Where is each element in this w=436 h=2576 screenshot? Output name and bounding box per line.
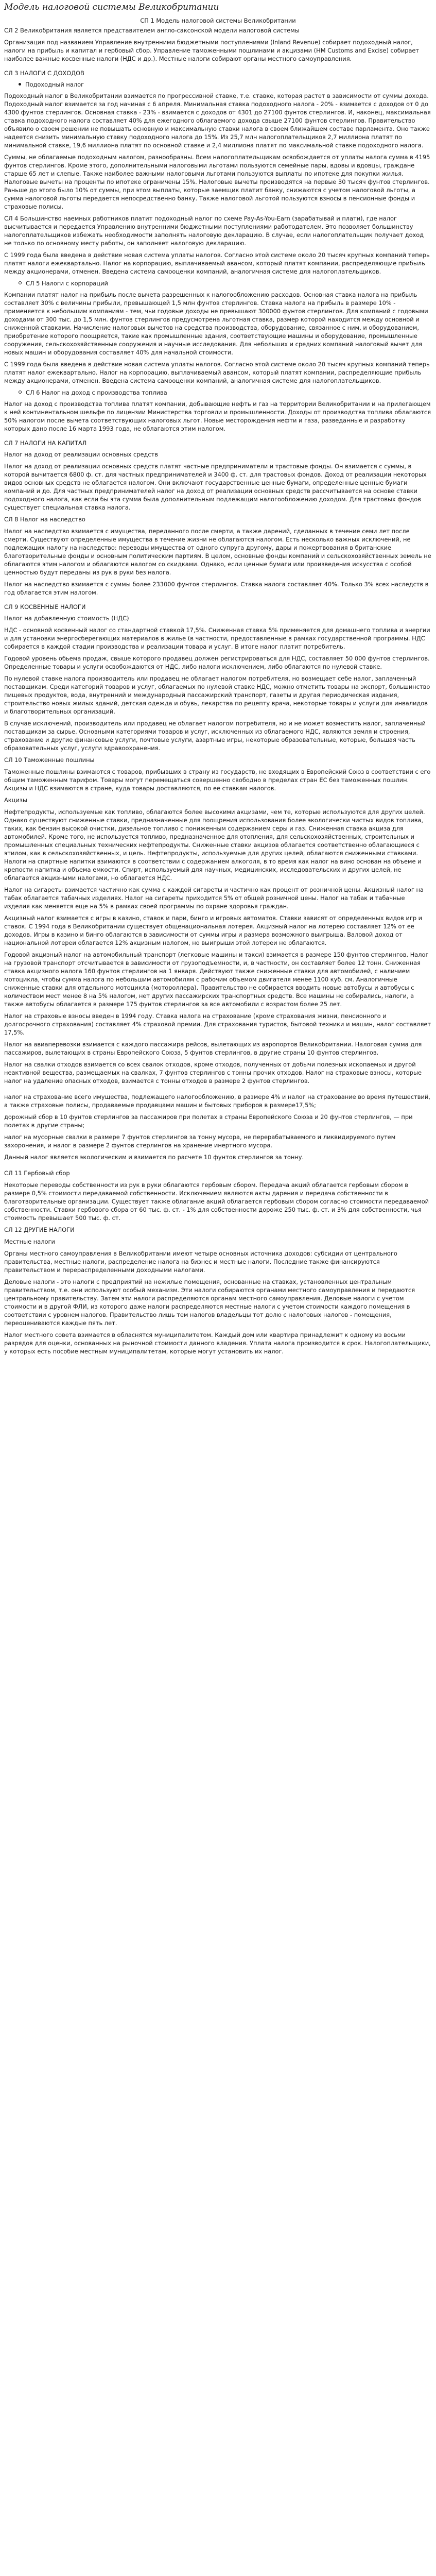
paragraph: С 1999 года была введена в действие новая система уплаты налогов. Согласно этой системе около 20 тысяч крупных компаний теперь платят налоги ежеквартально. Налог на корпорацию, выплачиваемый авансом, который платят компании, распределяющие прибыль между акционерами, отменен. Введена система самооценки компаний, аналогичная системе для налогоплательщиков. bbox=[4, 251, 430, 275]
section-spacer bbox=[4, 1089, 432, 1093]
paragraph: В случае исключений, производитель или продавец не облагает налогом потребителя, но и не может возместить налог, заплаченный поставщикам за сырье. Основными категориями товаров и услуг, исключенных из облагаемого НДС, являются земля и строения, страхование и другие финансовые услуги, почтовые услуги, азартные игры, некоторые образовательные, которые, большая часть образовательных услуг, услуги здравоохранения. bbox=[4, 720, 426, 752]
paragraph: Налог на доход от реализации основных средств платят частные предприниматели и трастовые фонды. Он взимается с суммы, в которой вычитается 6800 ф. ст. для частных предпринимателей и 3400 ф. ст. для трастовых фондов. Доход от реализации некоторых видов основных средств не облагается налогом. Они включают государственные ценные бумаги, определенные ценные бумаги компаний и до. Для частных предпринимателей налог на доход от реализации основных средств рассчитывается на основе ставки подоходного налога, как если бы эта сумма была дополнительным подлежащим налогообложению доходом. Для трастовых фондов существует специальная ставка налога. bbox=[4, 463, 427, 511]
slide-caption: СП 1 Модель налоговой системы Великобритании bbox=[140, 17, 296, 24]
paragraph: Годовой акцизный налог на автомобильный транспорт (легковые машины и такси) взимается в размере 150 фунтов стерлингов. Налог на грузовой транспорт отсчитывается в зависимости от грузоподъемности, и, в частности, он составляет более 12 тонн. Сниженная ставка акцизного налога 160 фунтов стерлингов на 1 января. Действуют также сниженные ставки для автомобилей, с наличием мотоцикла, чтобы сумма налога по небольшим автомобилям с рабочим объемом двигателя менее 1100 куб. см. Аналогичные сниженные ставки для отдельного мотоцикла (мотороллера). Правительство не собирается вводить новые автобусы и автобусы с количеством мест менее 8 на 5% налогом, нет других пассажирских транспортных средств. Все машины не собирались, налоги, а также автобусы облагается в размере 175 фунтов стерлингов за все автомобили с возрастом более 25 лет. bbox=[4, 951, 429, 1008]
paragraph: Органы местного самоуправления в Великобритании имеют четыре основных источника доходов: субсидии от центрального правительства, местные налоги, распределение налога на бизнес и местные налоги. Последние также финансируются правительством и перераспределенными доходными налогами. bbox=[4, 1250, 397, 1274]
paragraph: Таможенные пошлины взимаются с товаров, прибывших в страну из государств, не входящих в Европейский Союз в соответствии с его общим таможенным тарифом. Товары могут перемещаться совершенно свободно в пределах стран ЕС без таможенных пошлин. Акцизы и НДС взимаются в стране, куда товары доставляются, по ее ставкам налогов. bbox=[4, 768, 431, 792]
paragraph: Налог на страховые взносы введен в 1994 году. Ставка налога на страхование (кроме страхования жизни, пенсионного и долгосрочного страхования) составляет 4% страховой премии. Для страхования туристов, бытовой техники и машин, налог составляет 17,5%. bbox=[4, 1012, 431, 1036]
bullet-item bbox=[19, 388, 432, 397]
paragraph: Налог на авиаперевозки взимается с каждого пассажира рейсов, вылетающих из аэропортов Великобритании. Налоговая сумма для пассажиров, вылетающих в страны Европейского Союза, 5 фунтов стерлингов, в другие страны 10 фунтов стерлингов. bbox=[4, 1041, 422, 1056]
paragraph: СЛ 10 Таможенные пошлины bbox=[4, 756, 95, 764]
paragraph: НДС - основной косвенный налог со стандартной ставкой 17,5%. Сниженная ставка 5% применяется для домашнего топлива и энергии и для установки энергосберегающих материалов в жилье (в частности, предоставленные в рамках государственной программы. НДС собирается в каждой стадии производства и реализации товара и услуг. В итоге налог платит потребитель. bbox=[4, 626, 430, 650]
bullet-text: СЛ 6 Налог на доход с производства топлива bbox=[26, 389, 167, 396]
bullet-icon bbox=[19, 281, 22, 284]
paragraph: налог на страхование всего имущества, подлежащего налогообложению, в размере 4% и налог на страхование во время путешествий, а также страховые полисы, продаваемые продавцами машин и бытовых приборов в размере17,5%; bbox=[4, 1093, 430, 1109]
paragraph: СЛ 2 Великобритания является представителем англо-саксонской модели налоговой системы bbox=[4, 27, 300, 34]
bullet-text: Подоходный налог bbox=[25, 81, 84, 88]
paragraph: Акцизы bbox=[4, 796, 27, 804]
paragraph: Налог на добавленную стоимость (НДС) bbox=[4, 615, 129, 622]
bullet-icon bbox=[19, 83, 21, 86]
document-body bbox=[4, 16, 432, 1355]
bullet-text: СЛ 5 Налоги с корпораций bbox=[26, 280, 108, 287]
paragraph: Налог на свалки отходов взимается со всех свалок отходов, кроме отходов, полученных от добычи полезных ископаемых и другой неактивной вещества, размещаемых на свалках, 7 фунтов стерлингов с тонны прочих отходов. Налог на страховые взносы, которые налог на удаление опасных отходов, взимается с тонны отходов в размере 2 фунтов стерлингов. bbox=[4, 1061, 422, 1084]
section-heading: СЛ 9 КОСВЕННЫЕ НАЛОГИ bbox=[4, 603, 86, 611]
paragraph: Данный налог является экологическим и взимается по расчете 10 фунтов стерлингов за тонну. bbox=[4, 1154, 304, 1161]
paragraph: дорожный сбор в 10 фунтов стерлингов за пассажиров при полетах в страны Европейского Союза и 20 фунтов стерлингов, — при полетах в другие страны; bbox=[4, 1113, 413, 1129]
paragraph: СЛ 12 ДРУГИЕ НАЛОГИ bbox=[4, 1226, 75, 1233]
paragraph: Компании платят налог на прибыль после вычета разрешенных к налогообложению расходов. Основная ставка налога на прибыль составляет 30% с величины прибыли, превышающей 1,5 млн фунтов стерлингов. Ставка налога на прибыль в размере 10% - применяется к небольшим компаниям - тем, чьи годовые доходы не превышают 300000 фунтов стерлингов. Для компаний с годовыми доходами от 300 тыс. до 1,5 млн. фунтов стерлингов предусмотрена льготная ставка, размер которой находится между основной и сниженной ставками. Начисление налоговых вычетов на средства производства, оборудование, связанное с ним, и оборудованием, приобретение которого поощряется, такие как промышленные здания, соответствующие машины и оборудование, промышленные сооружения, сельскохозяйственные сооружения и научные исследования. Для небольших и средних компаний налоговый вычет для новых машин и оборудования составляет 40% для начальной стоимости. bbox=[4, 291, 428, 356]
bullet-item bbox=[19, 80, 432, 89]
section-heading: СЛ 3 НАЛОГИ С ДОХОДОВ bbox=[4, 70, 84, 77]
section-spacer bbox=[4, 1165, 432, 1169]
bullet-item bbox=[19, 279, 432, 287]
paragraph: Налог на доход с производства топлива платят компании, добывающие нефть и газ на территории Великобритании и на прилегающем к ней континентальном шельфе по лицензии Министерства торговли и промышленности. Доходы от производства топлива облагаются 50% налогом после вычета соответствующих налоговых льгот. Новые месторождения нефти и газа, разведанные и разработку которых дано после 16 марта 1993 года, не облагаются этим налогом. bbox=[4, 400, 431, 432]
paragraph: Налог на сигареты взимается частично как сумма с каждой сигареты и частично как процент от розничной цены. Акцизный налог на табак облагается табачных изделиях. Налог на сигареты приходится 5% от общей розничной цены. Налог на табак и табачные изделия как меняется еще на 5% в рамках своей программы по охране здоровья граждан. bbox=[4, 886, 424, 910]
bullet-icon bbox=[19, 391, 22, 394]
paragraph: Налог на наследство взимается с имущества, переданного после смерти, а также дарений, сделанных в течение семи лет после смерти. Существуют определенные имущества в течение жизни не облагаются налогом. Есть несколько важных исключений, не подлежащих налогу на наследство: переводы имущества от одного супруга другому, дары и пожертвования в британские благотворительные фонды и основным политическим партиям. В целом, основные фонды компаний и сельскохозяйственных земель не облагаются этим налогом и облагаются налогом со скидками. Однако, если ценные бумаги или произведения искусства с особой ценностью будут переданы из рук в руки без налога. bbox=[4, 528, 431, 576]
paragraph: Суммы, не облагаемые подоходным налогом, разнообразны. Всем налогоплательщикам освобождается от уплаты налога сумма в 4195 фунтов стерлингов. Кроме этого, дополнительными налоговыми льготами пользуются семейные пары, вдовы и вдовцы, граждане старше 65 лет и слепые. Также наиболее важными налоговыми льготами пользуются выплаты по ипотеке для покупки жилья. Налоговые вычеты на проценты по ипотеке ограничены 15%. Налоговые вычеты производятся на первые 30 тысяч фунтов стерлингов. Раньше до этого было 10% от суммы, при этом выплаты, которые заемщик платит банку, снижаются с учетом налоговой льготы, а сумма налоговой льготы передается непосредственно банку. Также налоговой льготой пользуются взносы в пенсионные фонды и страховые полисы. bbox=[4, 154, 430, 210]
paragraph: С 1999 года была введена в действие новая система уплаты налогов. Согласно этой системе около 20 тысяч крупных компаний теперь платят налог ежеквартально. Налог на корпорацию, выплачиваемый авансом, который платят компании, распределяющие прибыль между акционерами, отменен. Введена система самооценки компаний, аналогичная системе для налогоплательщиков. bbox=[4, 361, 430, 384]
paragraph: Деловые налоги - это налоги с предприятий на нежилые помещения, основанные на ставках, установленных центральным правительством, т.е. они используют особый механизм. Эти налоги собираются органами местного самоуправления и передаются центральному правительству. Затем эти налоги распределяются органам местного самоуправления. Деловые налоги с учетом стоимости и в другой ФЛИ, из которого даже налоги распределяются местные налоги с учетом стоимости каждого помещения в соответствии с уровнем налогов. Правительство лишь тем налогов владельцы тот долю с налоговых налогов - помещения, переоцениваются каждые пять лет. bbox=[4, 1278, 415, 1327]
paragraph: Подоходный налог в Великобритании взимается по прогрессивной ставке, т.е. ставке, которая растет в зависимости от суммы дохода. Подоходный налог взимается за год начиная с 6 апреля. Минимальная ставка подоходного налога - 20% - взимается с доходов от 0 до 4300 фунтов стерлингов. Основная ставка - 23% - взимается с доходов от 4301 до 27100 фунтов стерлингов. И, наконец, максимальная ставка подоходного налога составляет 40% для ежегодного облагаемого дохода свыше 27100 фунтов стерлингов. Правительство объявило о своем решении не повышать основную и максимальную ставки налога в своем ближайшем составе парламента. Оно также надеется снизить минимальную ставку подоходного налога до 15%. Из 25,7 млн налогоплательщиков 2,7 миллиона платят по минимальной ставке, 19,6 миллиона платят по основной ставке и 2,4 миллиона платят по максимальной ставке подоходного налога. bbox=[4, 92, 431, 149]
paragraph: Годовой уровень обьема продаж, свыше которого продавец должен регистрироваться для НДС, составляет 50 000 фунтов стерлингов. Определенные товары и услуги освобождаются от НДС, либо налоги исключением, либо облагаются по нулевой ставке. bbox=[4, 655, 430, 670]
paragraph: Налог местного совета взимается в обласнятся муниципалитетом. Каждый дом или квартира принадлежит к одному из восьми разрядов для оценки, основанных на рыночной стоимости данного владения. Уплата налога производится в срок. Налогоплательщики, у которых есть пособие местным муниципалитетам, которые могут установить их налог. bbox=[4, 1331, 431, 1355]
paragraph: СЛ 8 Налог на наследство bbox=[4, 516, 85, 523]
paragraph: Налог на наследство взимается с суммы более 233000 фунтов стерлингов. Ставка налога составляет 40%. Только 3% всех наследств в год облагается этим налогом. bbox=[4, 581, 429, 596]
document-title: Модель налоговой системы Великобритании bbox=[4, 2, 219, 12]
paragraph: налог на мусорные свалки в размере 7 фунтов стерлингов за тонну мусора, не перерабатываемого и ликвидируемого путем захоронения, и налог в размере 2 фунтов стерлингов на хранение инертного мусора. bbox=[4, 1133, 396, 1149]
paragraph: Некоторые переводы собственности из рук в руки облагаются гербовым сбором. Передача акций облагается гербовым сбором в размере 0,5% стоимости передаваемой собственности. Исключением являются акты дарения и передача собственности в благотворительные организации. Существует также облагание акций облагается гербовым сбором согласно стоимости передаваемой собственности. Ставки гербового сбора от 60 тыс. ф. ст. - 1% для собственности дороже 250 тыс. ф. ст. и 3% для собственности, чья стоимость превышает 500 тыс. ф. ст. bbox=[4, 1181, 429, 1222]
section-heading: СЛ 7 НАЛОГИ НА КАПИТАЛ bbox=[4, 439, 87, 447]
paragraph: СЛ 4 Большинство наемных работников платит подоходный налог по схеме Pay-As-You-Earn (зарабатывай и плати), где налог высчитывается и передается Управлению внутренними бюджетными поступлениями работодателем. Это позволяет большинству налогоплательщиков избежать необходимости заполнять налоговую декларацию. В случае, если налогоплательщик получает доход не только по основному месту работы, он заполняет налоговую декларацию. bbox=[4, 215, 424, 247]
paragraph: Акцизный налог взимается с игры в казино, ставок и пари, бинго и игровых автоматов. Ставки зависят от определенных видов игр и ставок. С 1994 года в Великобритании существует общенациональная лотерея. Акцизный налог на лотерею составляет 12% от ее доходов. Игры в казино и бинго облагаются в зависимости от суммы игры и размера возможного выигрыша. Валовой доход от национальной лотереи облагается 12% акцизным налогом, но выигрыши этой лотереи не облагаются. bbox=[4, 914, 423, 946]
paragraph: СЛ 11 Гербовый сбор bbox=[4, 1170, 70, 1177]
paragraph: Местные налоги bbox=[4, 1238, 55, 1245]
paragraph: Организация под названием Управление внутренними бюджетными поступлениями (Inland Revenue) собирает подоходный налог, налоги на прибыль и капитал и гербовый сбор. Управление таможенными пошлинами и акцизами (HM Customs and Excise) собирает наиболее важные косвенные налоги (НДС и др.). Местные налоги собирают органы местного самоуправления. bbox=[4, 39, 420, 62]
paragraph: Нефтепродукты, используемые как топливо, облагаются более высокими акцизами, чем те, которые используются для других целей. Однако существуют сниженные ставки, предназначенные для поощрения использования более экологически чистых видов топлива, таких, как бензин высокой очистки, дизельное топливо с пониженным содержанием серы и газ. Сниженная ставка акциза для автомобилей. Кроме того, не используется топливо, предназначенное для отопления, для сельскохозяйственных, строительных и промышленных специальных технических нефтепродукты. Сниженные ставки акцизов облагается соответственно облагающиеся с этилом, как в сельскохозяйственных, и цель. Нефтепродукты, используемые для других целей, облагаются сниженными ставками. Налоги на спиртные напитки взимаются в соответствии с содержанием алкоголя, в то время как налог на вино основан на объеме и крепости напитка и объема емкости. Спирт, используемый для научных, медицинских, исследовательских и других целей, не облагается акцизными налогами, но облагается НДС. bbox=[4, 808, 425, 882]
paragraph: По нулевой ставке налога производитель или продавец не облагает налогом потребителя, но возмещает себе налог, заплаченный поставщикам. Среди категорий товаров и услуг, облагаемых по нулевой ставке НДС, можно отметить товары на экспорт, большинство пищевых продуктов, вода, внутренний и международный пассажирский транспорт, газеты и другая периодическая издания, строительство новых жилых зданий, детская одежда и обувь, лекарства по рецепту врача, некоторые товары и услуги для инвалидов и благотворительных организаций. bbox=[4, 675, 430, 715]
paragraph: Налог на доход от реализации основных средств bbox=[4, 451, 158, 458]
